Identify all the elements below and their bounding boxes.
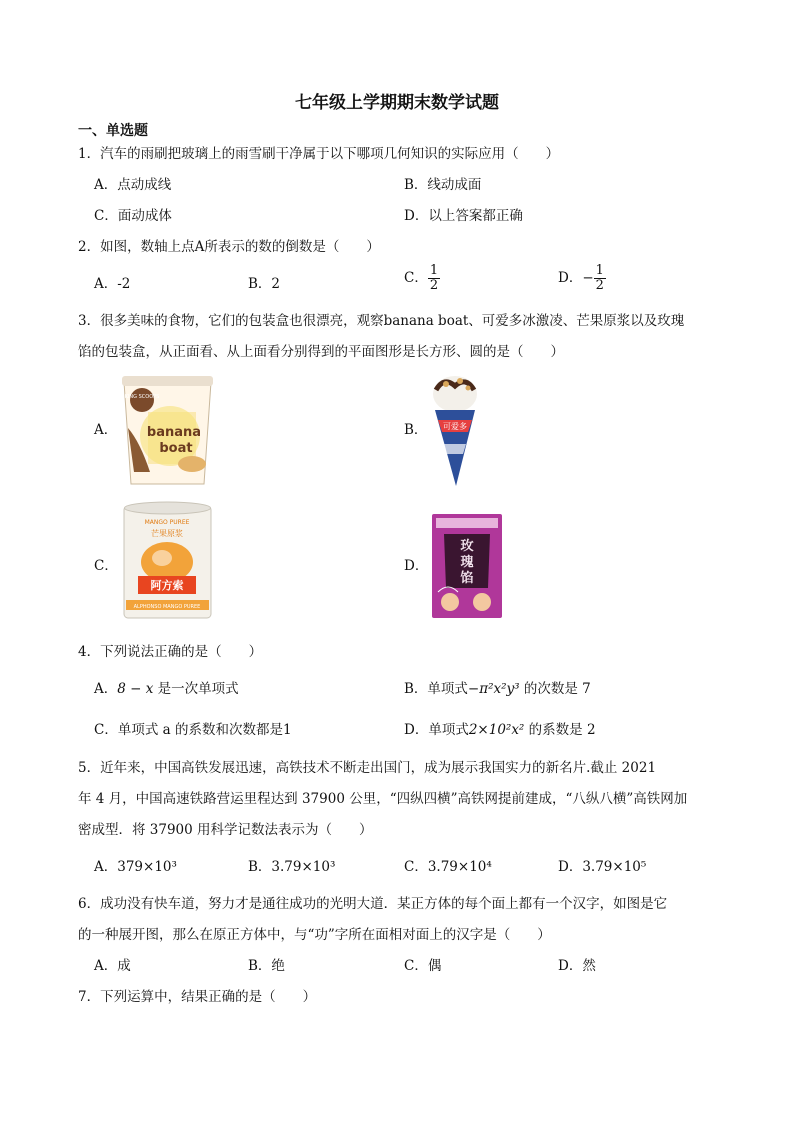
- svg-text:ALPHONSO MANGO PUREE: ALPHONSO MANGO PUREE: [133, 604, 201, 610]
- question-5-option-a: A．379×10³: [94, 859, 177, 875]
- svg-text:芒果原浆: 芒果原浆: [151, 529, 183, 538]
- svg-text:玫: 玫: [460, 539, 474, 554]
- question-6-option-b: B．绝: [248, 958, 285, 974]
- question-5-option-c: C．3.79×10⁴: [404, 859, 492, 875]
- question-4-stem: 4．下列说法正确的是（ ）: [78, 644, 263, 660]
- question-1-option-b: B．线动成面: [404, 177, 482, 193]
- question-6-line-1: 6．成功没有快车道，努力才是通往成功的光明大道．某正方体的每个面上都有一个汉字，如图是它: [78, 896, 668, 912]
- banana-boat-tub-image: [120, 372, 215, 487]
- svg-text:阿方索: 阿方索: [150, 579, 184, 592]
- question-3-option-a: A．: [94, 422, 118, 438]
- question-4-option-c: C．单项式 a 的系数和次数都是1: [94, 722, 292, 738]
- question-4-option-b: B．单项式−π²x²y³ 的次数是 7: [404, 681, 591, 697]
- question-5-line-2: 年 4 月，中国高速铁路营运里程达到 37900 公里，“四纵四横”高铁网提前建成，“八纵八横”高铁网加: [78, 791, 688, 807]
- svg-text:可爱多: 可爱多: [443, 422, 467, 431]
- ice-cream-cone-image: [430, 374, 480, 489]
- question-1-option-c: C．面动成体: [94, 208, 172, 224]
- question-3-option-c: C．: [94, 558, 118, 574]
- question-6-line-2: 的一种展开图，那么在原正方体中，与“功”字所在面相对面上的汉字是（ ）: [78, 927, 551, 943]
- svg-text:banana: banana: [146, 425, 202, 440]
- question-6-option-c: C．偶: [404, 958, 442, 974]
- option-d-label: D．: [558, 270, 583, 286]
- question-4-option-a: A．8 − x 是一次单项式: [94, 681, 239, 697]
- question-3-line-2: 馅的包装盒，从正面看、从上面看分别得到的平面图形是长方形、圆的是（ ）: [78, 344, 564, 360]
- option-c-label: C．: [404, 270, 428, 286]
- question-5-line-1: 5．近年来，中国高铁发展迅速，高铁技术不断走出国门，成为展示我国实力的新名片.截止 2021: [78, 760, 657, 776]
- question-6-option-d: D．然: [558, 958, 596, 974]
- question-3-line-1: 3．很多美味的食物，它们的包装盒也很漂亮，观察banana boat、可爱多冰激凌、芒果原浆以及玫瑰: [78, 313, 685, 329]
- fraction-neg-half: $\frac{1}{2}$: [595, 263, 604, 293]
- question-5-option-b: B．3.79×10³: [248, 859, 336, 875]
- question-2-option-a: A．-2: [94, 276, 131, 292]
- question-1-option-a: A．点动成线: [94, 177, 172, 193]
- question-4-option-d: D．单项式2×10²x² 的系数是 2: [404, 722, 596, 738]
- page-title: 七年级上学期期末数学试题: [295, 93, 499, 113]
- question-2-stem: 2．如图，数轴上点A所表示的数的倒数是（ ）: [78, 239, 380, 255]
- svg-text:馅: 馅: [460, 571, 474, 586]
- rose-filling-box-image: [430, 512, 504, 620]
- svg-text:boat: boat: [159, 441, 193, 456]
- question-5-line-3: 密成型．将 37900 用科学记数法表示为（ ）: [78, 822, 373, 838]
- question-1-option-d: D．以上答案都正确: [404, 208, 523, 224]
- question-3-option-d: D．: [404, 558, 429, 574]
- svg-text:MANGO PUREE: MANGO PUREE: [144, 519, 190, 526]
- question-6-option-a: A．成: [94, 958, 131, 974]
- question-3-option-b: B．: [404, 422, 428, 438]
- mango-puree-can-image: [120, 500, 215, 622]
- question-1-stem: 1．汽车的雨刷把玻璃上的雨雪刷干净属于以下哪项几何知识的实际应用（ ）: [78, 146, 560, 162]
- question-2-option-d: D．− $\frac{1}{2}$: [558, 263, 604, 293]
- question-7-stem: 7．下列运算中，结果正确的是（ ）: [78, 989, 317, 1005]
- svg-text:瑰: 瑰: [460, 555, 474, 570]
- section-heading: 一、单选题: [78, 123, 148, 139]
- question-5-option-d: D．3.79×10⁵: [558, 859, 647, 875]
- fraction-half: $\frac{1}{2}$: [429, 263, 439, 293]
- svg-text:KING SCOOPS: KING SCOOPS: [124, 394, 160, 400]
- question-2-option-c: [404, 264, 440, 293]
- question-2-option-b: B．2: [248, 276, 281, 292]
